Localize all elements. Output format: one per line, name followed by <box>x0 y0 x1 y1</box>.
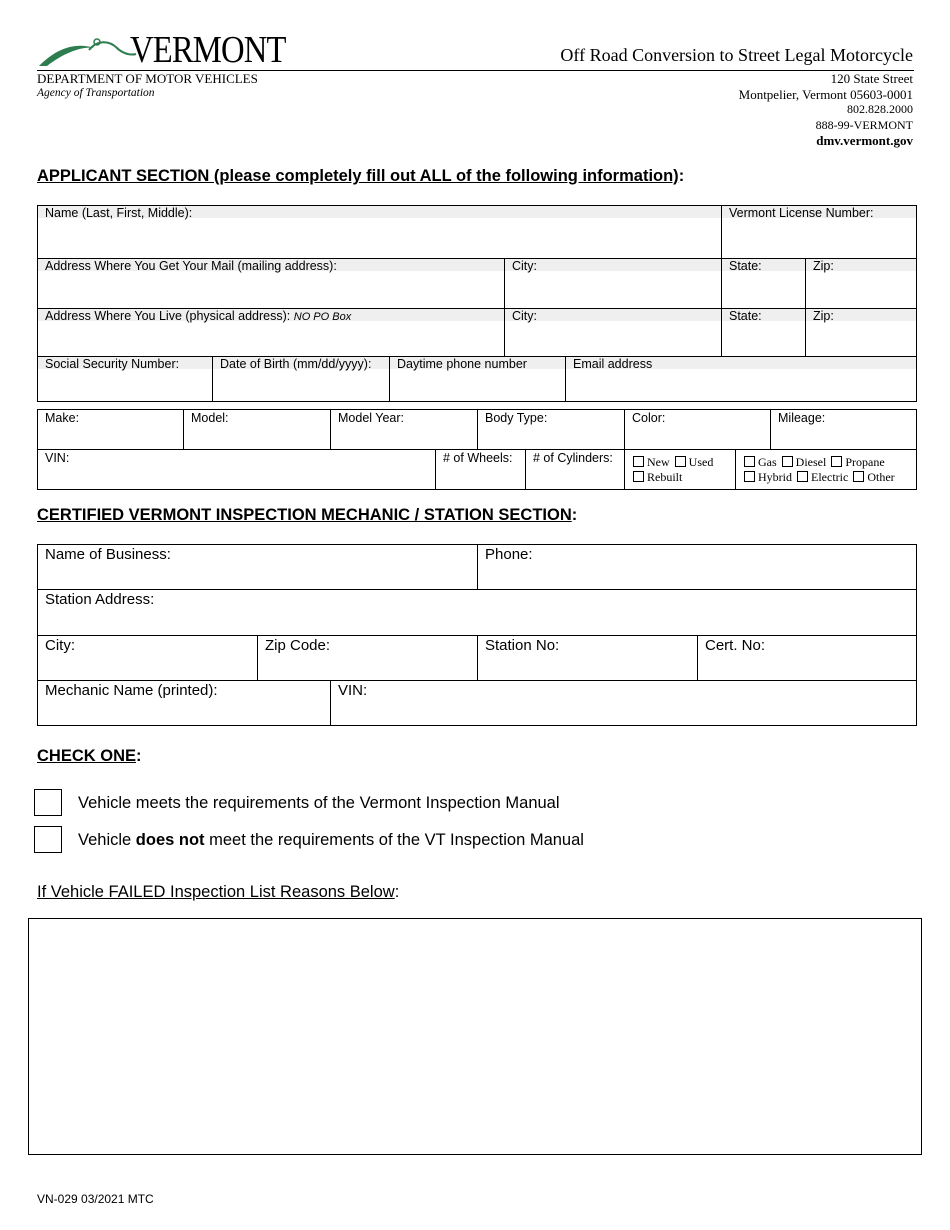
email-field[interactable]: Email address <box>573 357 653 371</box>
meets-requirements-checkbox[interactable] <box>34 789 62 816</box>
logo-wordmark: VERMONT <box>130 29 286 71</box>
mailing-zip-field[interactable]: Zip: <box>813 259 834 273</box>
mailing-address-field[interactable]: Address Where You Get Your Mail (mailing address): <box>45 259 337 273</box>
new-checkbox[interactable]: New <box>633 455 670 469</box>
dept-name: DEPARTMENT OF MOTOR VEHICLES <box>37 71 258 86</box>
website: dmv.vermont.gov <box>816 133 913 148</box>
station-city-field[interactable]: City: <box>45 637 75 654</box>
mailing-state-field[interactable]: State: <box>729 259 762 273</box>
physical-address-label: Address Where You Live (physical address): <box>45 309 291 323</box>
license-number-field[interactable]: Vermont License Number: <box>729 206 874 220</box>
model-year-field[interactable]: Model Year: <box>338 411 405 425</box>
check-one-heading: CHECK ONE: <box>37 747 142 765</box>
vermont-logo <box>37 30 297 70</box>
station-zip-field[interactable]: Zip Code: <box>265 637 331 654</box>
station-number-field[interactable]: Station No: <box>485 637 560 654</box>
hybrid-checkbox[interactable]: Hybrid <box>744 470 792 484</box>
gas-checkbox[interactable]: Gas <box>744 455 777 469</box>
diesel-checkbox[interactable]: Diesel <box>782 455 827 469</box>
mechanic-heading: CERTIFIED VERMONT INSPECTION MECHANIC / STATION SECTION: <box>37 506 578 524</box>
failed-reasons-heading: If Vehicle FAILED Inspection List Reasons Below: <box>37 883 400 901</box>
street-address: 120 State Street <box>830 71 913 86</box>
physical-city-field[interactable]: City: <box>512 309 537 323</box>
physical-state-field[interactable]: State: <box>729 309 762 323</box>
color-field[interactable]: Color: <box>632 411 666 425</box>
mailing-city-field[interactable]: City: <box>512 259 537 273</box>
electric-checkbox[interactable]: Electric <box>797 470 848 484</box>
name-field[interactable]: Name (Last, First, Middle): <box>45 206 193 220</box>
cert-number-field[interactable]: Cert. No: <box>705 637 766 654</box>
dmv-contact <box>739 71 913 149</box>
rebuilt-checkbox[interactable]: Rebuilt <box>633 470 682 484</box>
phone-main: 802.828.2000 <box>847 102 913 116</box>
form-title: Off Road Conversion to Street Legal Motorcycle <box>560 45 913 65</box>
no-po-box-note: NO PO Box <box>293 311 352 323</box>
mechanic-name-field[interactable]: Mechanic Name (printed): <box>45 682 218 699</box>
fails-requirements-label: Vehicle does not meet the requirements of the VT Inspection Manual <box>78 831 584 849</box>
physical-address-field[interactable] <box>45 309 351 323</box>
model-field[interactable]: Model: <box>191 411 229 425</box>
condition-options <box>633 455 713 485</box>
applicant-table <box>37 205 917 402</box>
physical-zip-field[interactable]: Zip: <box>813 309 834 323</box>
propane-checkbox[interactable]: Propane <box>831 455 884 469</box>
form-id: VN-029 03/2021 MTC <box>37 1192 154 1206</box>
vehicle-vin-field[interactable]: VIN: <box>45 451 70 465</box>
phone-tollfree: 888-99-VERMONT <box>815 117 913 132</box>
wheels-field[interactable]: # of Wheels: <box>443 451 513 465</box>
station-address-field[interactable]: Station Address: <box>45 591 155 608</box>
city-address: Montpelier, Vermont 05603-0001 <box>738 86 913 102</box>
make-field[interactable]: Make: <box>45 411 80 425</box>
fails-requirements-checkbox[interactable] <box>34 826 62 853</box>
business-phone-field[interactable]: Phone: <box>485 546 533 563</box>
mountain-icon <box>37 34 137 70</box>
applicant-heading: APPLICANT SECTION (please completely fill out ALL of the following information): <box>37 167 685 185</box>
body-type-field[interactable]: Body Type: <box>485 411 548 425</box>
dob-field[interactable]: Date of Birth (mm/dd/yyyy): <box>220 357 372 371</box>
mileage-field[interactable]: Mileage: <box>778 411 826 425</box>
used-checkbox[interactable]: Used <box>675 455 714 469</box>
ssn-field[interactable]: Social Security Number: <box>45 357 180 371</box>
agency-name: Agency of Transportation <box>37 87 155 99</box>
mechanic-vin-field[interactable]: VIN: <box>338 682 368 699</box>
meets-requirements-label: Vehicle meets the requirements of the Vermont Inspection Manual <box>78 794 560 812</box>
daytime-phone-field[interactable]: Daytime phone number <box>397 357 527 371</box>
business-name-field[interactable]: Name of Business: <box>45 546 171 563</box>
failed-reasons-textarea[interactable] <box>28 918 922 1155</box>
fuel-options <box>744 455 895 485</box>
other-checkbox[interactable]: Other <box>853 470 894 484</box>
cylinders-field[interactable]: # of Cylinders: <box>533 451 613 465</box>
